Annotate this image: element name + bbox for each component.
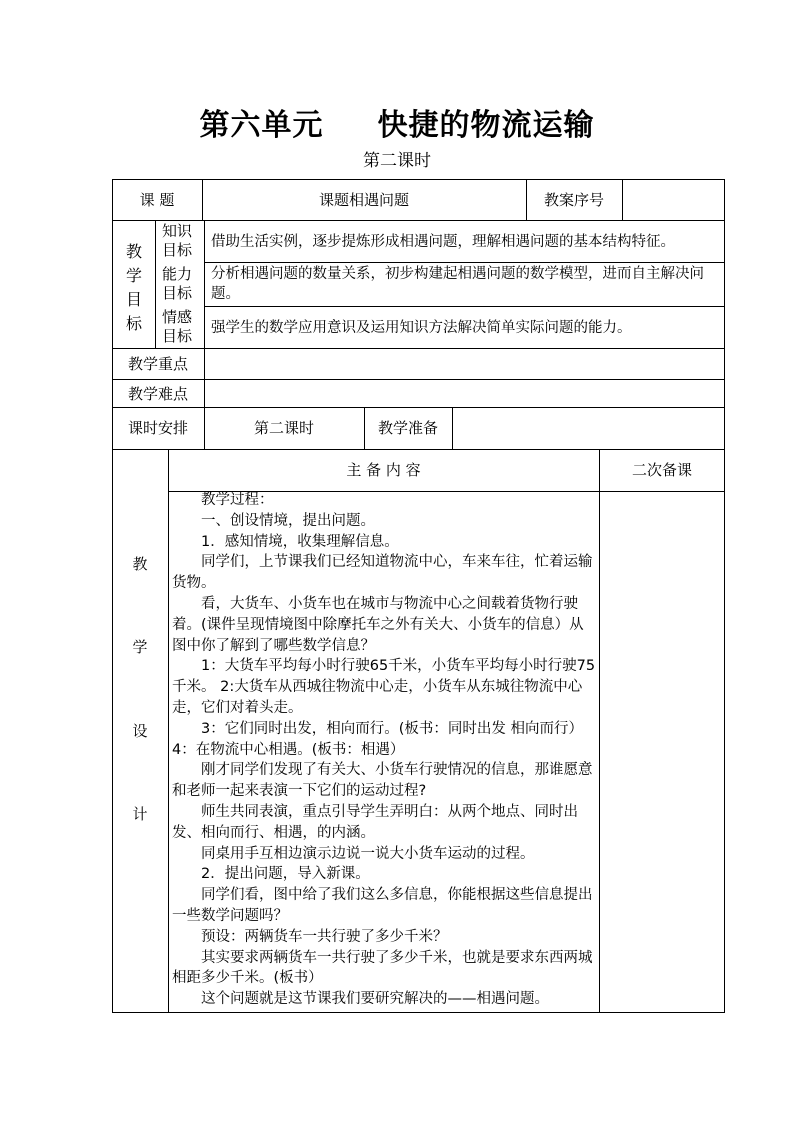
content-line: 师生共同表演，重点引导学生弄明白：从两个地点、同时出发、相向而行、相遇，的内涵。: [172, 803, 578, 841]
lesson-process-content: [172, 490, 596, 1010]
content-line: 1：大货车平均每小时行驶65千米，小货车平均每小时行驶75千米。 2:大货车从西城往物流中心走，小货车从东城往物流中心走，它们对着头走。: [172, 658, 596, 716]
difficulty-label: 教学难点: [127, 385, 188, 403]
col-divider: [155, 220, 156, 348]
goal-text-knowledge: 借助生活实例，逐步提炼形成相遇问题，理解相遇问题的基本结构特征。: [211, 234, 675, 250]
topic-label: 课 题: [139, 191, 175, 209]
design-label-char: 教: [132, 555, 148, 573]
content-line: 教学过程：: [201, 492, 274, 508]
goal-label-knowledge: 知识目标: [162, 222, 193, 259]
content-line: 这个问题就是这节课我们要研究解决的——相遇问题。: [201, 991, 549, 1008]
col-divider: [204, 348, 205, 407]
content-line: 1．感知情境，收集理解信息。: [201, 533, 399, 550]
key-point-label: 教学重点: [127, 355, 188, 373]
lesson-subtitle: 第二课时: [363, 151, 431, 171]
schedule-value: 第二课时: [253, 419, 314, 437]
page-title: [0, 100, 794, 144]
unit-title: 快捷的物流运输: [377, 108, 595, 143]
content-line: 一、创设情境，提出问题。: [201, 512, 375, 529]
design-label-char: 计: [132, 805, 148, 823]
row-divider: [204, 262, 725, 263]
content-line: 2．提出问题，导入新课。: [201, 866, 370, 883]
goal-text-ability: 分析相遇问题的数量关系，初步构建起相遇问题的数学模型，进而自主解决问题。: [211, 266, 704, 302]
topic-value: 课题相遇问题: [318, 191, 409, 209]
goal-label-emotion: 情感目标: [162, 308, 193, 345]
content-line: 刚才同学们发现了有关大、小货车行驶情况的信息，那谁愿意和老师一起来表演一下它们的运动过程?: [172, 762, 593, 800]
row-divider: [204, 306, 725, 307]
content-line: 同学们看，图中给了我们这么多信息，你能根据这些信息提出一些数学问题吗？: [172, 887, 593, 924]
plan-number-label: 教案序号: [543, 191, 604, 209]
design-label-char: 设: [132, 722, 148, 740]
content-line: 同桌用手互相边演示边说一说大小货车运动的过程。: [201, 845, 535, 862]
preparation-label: 教学准备: [377, 419, 438, 437]
col-divider: [168, 449, 169, 1013]
goal-text-emotion: 强学生的数学应用意识及运用知识方法解决简单实际问题的能力。: [211, 320, 632, 336]
content-line: 看，大货车、小货车也在城市与物流中心之间载着货物行驶着。(课件呈现情境图中除摩托车之外有关大、小货车的信息）从图中你了解到了哪些数学信息？: [172, 595, 584, 654]
col-divider: [622, 179, 623, 220]
col-divider: [204, 220, 205, 348]
design-label-char: 学: [132, 638, 148, 656]
goal-label-ability: 能力目标: [162, 265, 193, 302]
schedule-label: 课时安排: [127, 419, 188, 437]
teaching-goals-label: 教学目标: [125, 242, 142, 333]
col-divider: [599, 449, 600, 1013]
content-line: 预设：两辆货车一共行驶了多少千米？: [201, 928, 448, 945]
col-divider: [452, 407, 453, 449]
content-line: 同学们，上节课我们已经知道物流中心，车来车往，忙着运输货物。: [172, 554, 593, 592]
content-line: 3：它们同时出发，相向而行。(板书：同时出发 相向而行） 4：在物流中心相遇。(板书：相遇）: [172, 720, 583, 758]
content-line: 其实要求两辆货车一共行驶了多少千米，也就是要求东西两城相距多少千米。(板书）: [172, 949, 593, 987]
row-divider: [112, 449, 725, 450]
unit-label: 第六单元: [199, 108, 324, 143]
second-prep-header: 二次备课: [631, 461, 692, 479]
main-content-header: 主 备 内 容: [346, 461, 421, 479]
